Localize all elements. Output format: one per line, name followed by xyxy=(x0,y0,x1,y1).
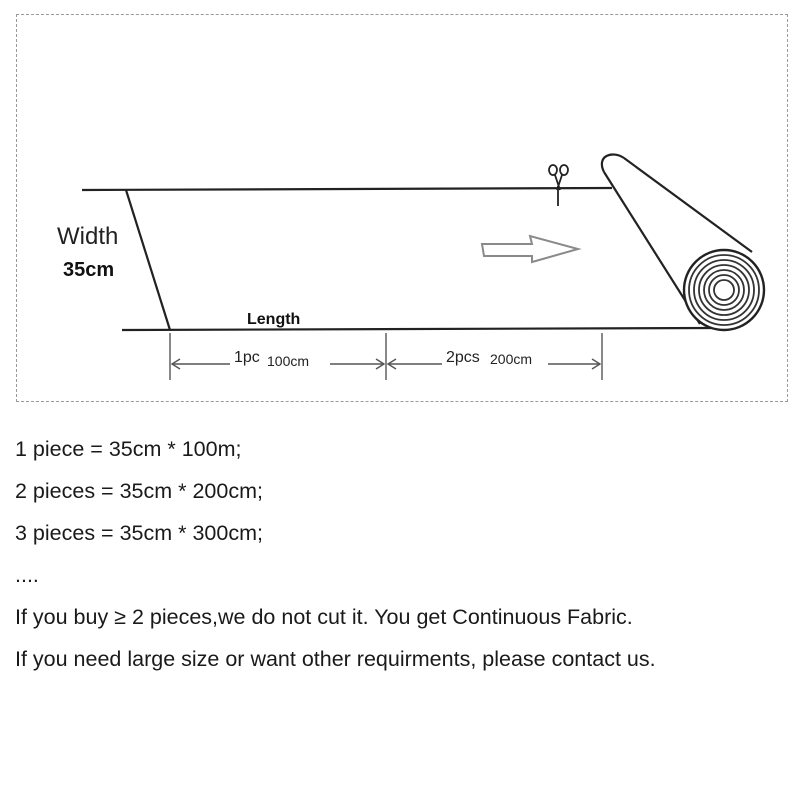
info-line-3-pieces: 3 pieces = 35cm * 300cm; xyxy=(15,521,263,545)
width-value: 35cm xyxy=(63,259,115,281)
segment-1-value: 100cm xyxy=(267,353,310,369)
segment-1-prefix: 1pc xyxy=(234,349,260,366)
info-line-ellipsis: .... xyxy=(15,563,39,587)
size-info-list xyxy=(15,428,790,680)
info-line-2-pieces: 2 pieces = 35cm * 200cm; xyxy=(15,479,263,503)
segment-2-value: 200cm xyxy=(490,351,533,367)
fabric-top-edge xyxy=(82,188,612,190)
width-label: Width xyxy=(57,223,119,250)
direction-arrow-icon xyxy=(482,236,578,262)
length-label: Length xyxy=(247,311,301,328)
fabric-roll xyxy=(602,154,764,330)
fabric-bottom-edge xyxy=(122,328,712,330)
segment-2-prefix: 2pcs xyxy=(446,349,480,366)
info-line-continuous-fabric: If you buy ≥ 2 pieces,we do not cut it. You get Continuous Fabric. xyxy=(15,605,633,629)
scissors-icon xyxy=(549,165,568,206)
info-line-contact-us: If you need large size or want other requirments, please contact us. xyxy=(15,647,656,671)
fabric-left-edge xyxy=(126,190,170,330)
roll-end-spiral xyxy=(684,250,764,330)
info-line-1-piece: 1 piece = 35cm * 100m; xyxy=(15,437,242,461)
